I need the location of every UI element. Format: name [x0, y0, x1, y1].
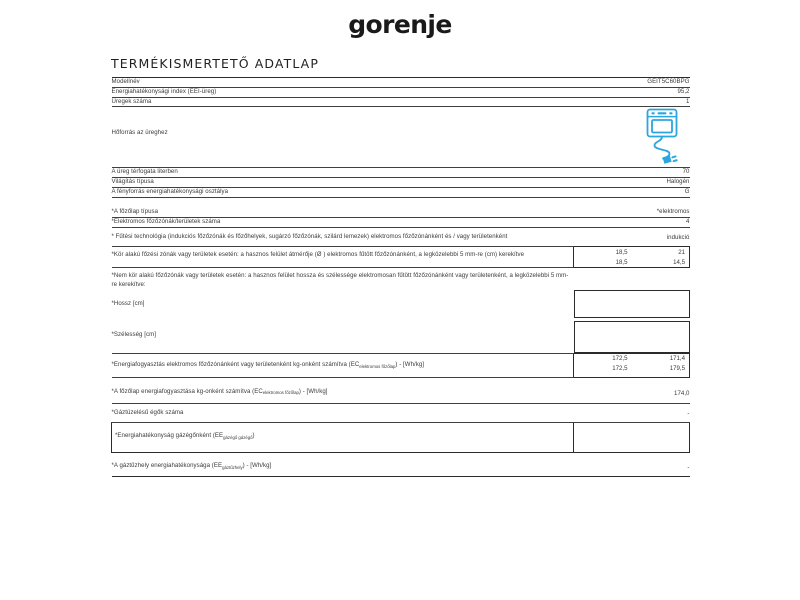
- label-volume: A üreg térfogata literben: [112, 168, 574, 178]
- table-row-gas-efficiency-per-burner: [112, 423, 690, 453]
- cell-diameter-2-2: 14,5: [673, 258, 685, 266]
- value-volume: 70: [574, 168, 690, 178]
- table-row-eei: [112, 87, 690, 97]
- label-light-class: A fényforrás energiahatékonysági osztálya: [112, 188, 574, 198]
- label-lighting-type: Világítás típusa: [112, 178, 574, 188]
- cell-consumption-1-1: 172,5: [612, 355, 628, 363]
- table-row-gas-hob-efficiency: [112, 457, 690, 476]
- table-row-length: [112, 290, 690, 321]
- oven-with-plug-icon: [634, 107, 690, 167]
- label-noncircular-note: *Nem kör alakú főzőzónák vagy területek esetén: a hasznos felület hossza és szélessége elektromosan fűtött főzőzónánként vagy területenként, a legközelebbi 5 mm-re kerekítve:: [111, 272, 569, 289]
- label-consumption-hob: [112, 382, 574, 403]
- value-hob-type: *elektromos: [574, 208, 690, 217]
- cell-consumption-2-1: 172,5: [612, 365, 628, 373]
- label-gas-efficiency-before: *Energiahatékonyság gázégőnként (EE: [115, 432, 224, 440]
- label-gas-hob-efficiency: [112, 457, 574, 476]
- table-row-circular-diameter: [112, 247, 690, 268]
- label-gas-efficiency-per-burner: [112, 423, 574, 453]
- value-eei: 95,2: [574, 87, 690, 97]
- value-heating-tech: indukció: [666, 234, 690, 242]
- page-title: TERMÉKISMERTETŐ ADATLAP: [111, 56, 319, 71]
- value-gas-efficiency-per-burner[interactable]: [574, 423, 690, 453]
- cell-consumption-2-2: 179,5: [669, 365, 685, 373]
- label-consumption-per-zone: [112, 353, 574, 377]
- table-row-noncircular-note: [112, 272, 690, 290]
- label-eei: Energiahatékonysági index (EEI-üreg): [112, 87, 574, 97]
- table-row-gas-burners: [112, 403, 690, 423]
- width-input-box[interactable]: [574, 321, 690, 353]
- value-circular-diameter: [574, 247, 690, 268]
- table-row-consumption-hob: [112, 382, 690, 403]
- label-gas-hob-efficiency-sub: gáztűzhely: [222, 464, 243, 470]
- value-consumption-per-zone: [574, 353, 690, 377]
- value-model-name: GEIT5C60BPG: [574, 78, 690, 88]
- table-row-heating-tech: [112, 227, 690, 247]
- consumption-per-zone-grid: [574, 354, 689, 374]
- table-row-volume: [112, 168, 690, 178]
- section-spacer: [112, 197, 690, 208]
- table-row-model-name: [112, 78, 690, 88]
- label-gas-hob-efficiency-before: *A gáztűzhely energiahatékonysága (EE: [111, 462, 223, 470]
- length-input-box[interactable]: [574, 290, 690, 318]
- label-model-name: Modellnév: [112, 78, 574, 88]
- label-consumption-per-zone-after: ) - [Wh/kg]: [395, 360, 425, 368]
- circular-diameter-grid: [574, 247, 689, 267]
- label-zones-count: *Elektromos főzőzónák/területek száma: [112, 217, 574, 227]
- value-heat-source: [574, 107, 690, 168]
- value-lighting-type: Halogén: [574, 178, 690, 188]
- label-gas-efficiency-after: ): [252, 432, 255, 440]
- label-consumption-hob-after: ) - [Wh/kg]: [298, 387, 328, 395]
- label-gas-efficiency-sub: gázégő gázégő: [223, 435, 253, 441]
- cell-diameter-1-1: 18,5: [615, 248, 628, 256]
- value-light-class: G: [574, 188, 690, 198]
- label-width: *Szélesség [cm]: [111, 330, 156, 338]
- label-length: *Hossz [cm]: [111, 300, 145, 308]
- label-circular-diameter: *Kör alakú főzési zónák vagy területek esetén: a hasznos felület átmérője (Ø ) elektromos fűtött főzőzónánként, a legközelebbi 5 mm-re (cm) kerekítve: [112, 247, 574, 268]
- label-consumption-hob-sub: elektromos főzőlap: [262, 390, 299, 396]
- label-heating-tech: * Fűtési technológia (indukciós főzőzónák és főzőhelyek, sugárzó főzőzónák, szilárd lemezek) elektromos főzőzónánként és / vagy területenként: [111, 232, 508, 240]
- table-row-consumption-per-zone: [112, 353, 690, 377]
- label-consumption-per-zone-before: *Energiafogyasztás elektromos főzőzónánként vagy területenként kg-onként számítva (EC: [111, 360, 360, 368]
- table-row: [574, 247, 689, 257]
- table-row: [574, 257, 689, 267]
- label-consumption-hob-before: *A főzőlap energiafogyasztása kg-onként számítva (EC: [111, 387, 263, 395]
- value-gas-burners: -: [574, 403, 690, 423]
- brand-logo-row: [0, 12, 800, 38]
- table-row: [574, 354, 689, 364]
- table-row-hob-type: [112, 208, 690, 217]
- value-gas-hob-efficiency: -: [574, 457, 690, 476]
- value-cavities: 1: [574, 97, 690, 107]
- table-row-cavities: [112, 97, 690, 107]
- table-row-heat-source: [112, 107, 690, 168]
- datasheet-body: [111, 56, 689, 477]
- cell-consumption-1-2: 171,4: [669, 355, 685, 363]
- table-row-zones-count: [112, 217, 690, 227]
- cell-diameter-1-2: 21: [678, 248, 685, 256]
- label-heat-source: Hőforrás az üreghez: [112, 107, 574, 168]
- label-gas-hob-efficiency-after: ) - [Wh/kg]: [242, 462, 272, 470]
- value-length: [574, 290, 690, 321]
- cell-diameter-2-1: 18,5: [615, 258, 628, 266]
- table-row-width: [112, 321, 690, 354]
- table-row: [574, 364, 689, 374]
- value-width: [574, 321, 690, 354]
- label-cavities: Üregek száma: [112, 97, 574, 107]
- value-noncircular-note-empty: [574, 272, 690, 290]
- table-row-light-class: [112, 188, 690, 198]
- value-zones-count: 4: [574, 217, 690, 227]
- specification-table: [111, 76, 690, 477]
- label-gas-burners: *Gáztüzelésű égők száma: [112, 403, 574, 423]
- table-row-lighting-type: [112, 178, 690, 188]
- value-consumption-hob: 174,0: [574, 382, 690, 403]
- gorenje-logo: gorenje: [348, 10, 452, 39]
- label-hob-type: *A főzőlap típusa: [112, 208, 574, 217]
- label-consumption-per-zone-sub: elektromos főzőlap: [359, 363, 396, 369]
